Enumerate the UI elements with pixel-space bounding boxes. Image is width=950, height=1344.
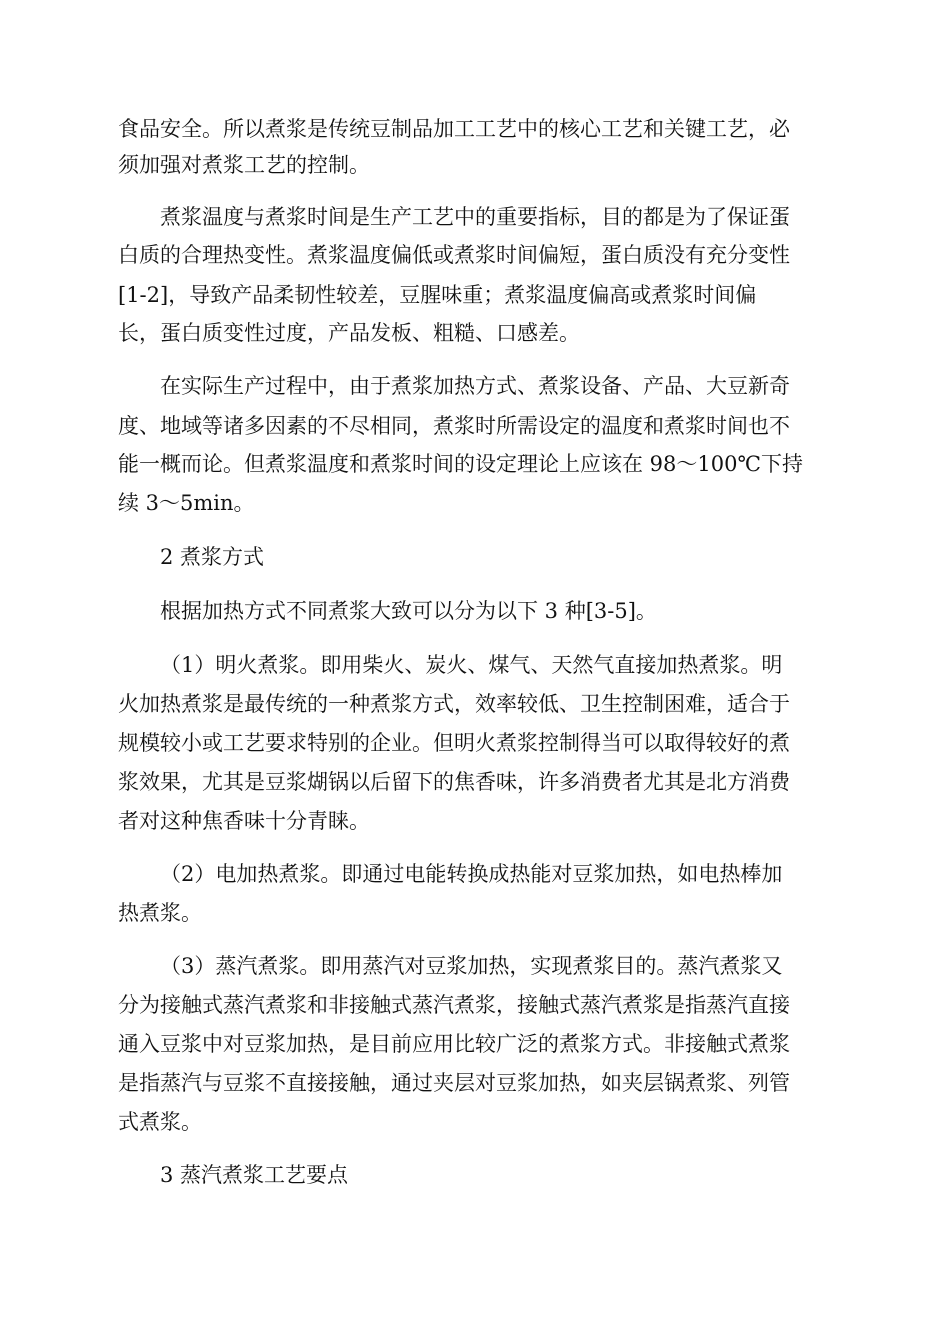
text-line: 续 3～5min。 bbox=[118, 491, 255, 515]
section-heading: 2 煮浆方式 bbox=[160, 545, 265, 569]
text-line: 分为接触式蒸汽煮浆和非接触式蒸汽煮浆，接触式蒸汽煮浆是指蒸汽直接 bbox=[118, 993, 790, 1017]
text-line: 通入豆浆中对豆浆加热，是目前应用比较广泛的煮浆方式。非接触式煮浆 bbox=[118, 1032, 790, 1056]
text-line: 是指蒸汽与豆浆不直接接触，通过夹层对豆浆加热，如夹层锅煮浆、列管 bbox=[118, 1071, 790, 1095]
paragraph-first-line: （2）电加热煮浆。即通过电能转换成热能对豆浆加热，如电热棒加 bbox=[160, 862, 783, 886]
text-line: 食品安全。所以煮浆是传统豆制品加工工艺中的核心工艺和关键工艺，必 bbox=[118, 117, 790, 141]
text-line: 式煮浆。 bbox=[118, 1110, 202, 1134]
text-line: [1-2]，导致产品柔韧性较差，豆腥味重；煮浆温度偏高或煮浆时间偏 bbox=[118, 283, 757, 307]
paragraph-first-line: （3）蒸汽煮浆。即用蒸汽对豆浆加热，实现煮浆目的。蒸汽煮浆又 bbox=[160, 954, 783, 978]
text-line: 度、地域等诸多因素的不尽相同，煮浆时所需设定的温度和煮浆时间也不 bbox=[118, 414, 790, 438]
text-line: 火加热煮浆是最传统的一种煮浆方式，效率较低、卫生控制困难，适合于 bbox=[118, 692, 790, 716]
text-line: 能一概而论。但煮浆温度和煮浆时间的设定理论上应该在 98～100℃下持 bbox=[118, 452, 803, 476]
text-line: 热煮浆。 bbox=[118, 901, 202, 925]
paragraph-first-line: 根据加热方式不同煮浆大致可以分为以下 3 种[3-5]。 bbox=[160, 599, 657, 623]
text-line: 浆效果，尤其是豆浆煳锅以后留下的焦香味，许多消费者尤其是北方消费 bbox=[118, 770, 790, 794]
text-line: 须加强对煮浆工艺的控制。 bbox=[118, 153, 370, 177]
text-line: 规模较小或工艺要求特别的企业。但明火煮浆控制得当可以取得较好的煮 bbox=[118, 731, 790, 755]
text-line: 者对这种焦香味十分青睐。 bbox=[118, 809, 370, 833]
text-line: 长，蛋白质变性过度，产品发板、粗糙、口感差。 bbox=[118, 321, 580, 345]
paragraph-first-line: 煮浆温度与煮浆时间是生产工艺中的重要指标，目的都是为了保证蛋 bbox=[160, 205, 790, 229]
paragraph-first-line: 在实际生产过程中，由于煮浆加热方式、煮浆设备、产品、大豆新奇 bbox=[160, 374, 790, 398]
section-heading: 3 蒸汽煮浆工艺要点 bbox=[160, 1163, 349, 1187]
paragraph-first-line: （1）明火煮浆。即用柴火、炭火、煤气、天然气直接加热煮浆。明 bbox=[160, 653, 783, 677]
text-line: 白质的合理热变性。煮浆温度偏低或煮浆时间偏短，蛋白质没有充分变性 bbox=[118, 243, 790, 267]
